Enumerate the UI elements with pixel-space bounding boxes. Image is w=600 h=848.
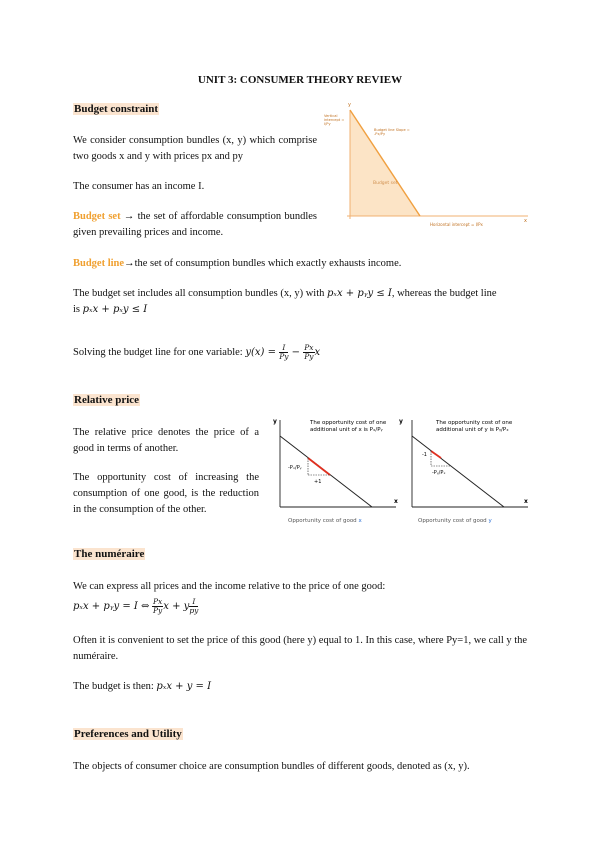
oc-x-title-line2: additional unit of x is Pₓ/Pᵧ <box>310 427 383 433</box>
numeraire-intro: We can express all prices and the income relative to the price of one good: <box>73 581 386 592</box>
budget-set-inequality: pₓx + pᵧy ≤ I <box>327 288 392 299</box>
oc-x-x-label: x <box>394 498 398 505</box>
opportunity-cost-chart-x <box>270 414 402 526</box>
budget-paragraph-income: The consumer has an income I. <box>73 181 205 192</box>
budget-line-inequality: pₓx + pₓy ≤ I <box>82 304 148 315</box>
budget-set-paragraph: The budget set includes all consumption bundles (x, y) with pₓx + pᵧy ≤ I, whereas the budget line is pₓx + pₓy ≤ I <box>73 288 497 315</box>
budget-set-term: Budget set <box>73 211 121 222</box>
section-heading-numeraire: The numéraire <box>74 548 145 560</box>
figure-x-label: x <box>524 218 527 224</box>
figure-y-label: y <box>348 102 351 108</box>
figure-x-intercept-label: Horizontal intercept = I/Px <box>430 222 483 227</box>
budget-line-definition: Budget line→the set of consumption bundles which exactly exhausts income. <box>73 258 402 269</box>
numeraire-budget-equation: pₓx + y = I <box>156 681 212 692</box>
budget-solution-equation: y(x) = $\frac{I}{Py}$ − $\frac{Px}{Py}$ x <box>245 343 321 361</box>
oc-y-title-line1: The opportunity cost of one <box>436 420 513 426</box>
oc-x-highlight-segment <box>308 458 330 475</box>
section-heading-relative-price: Relative price <box>74 394 140 406</box>
numeraire-explanation: Often it is convenient to set the price of this good (here y) equal to 1. In this case, where Py=1, we call y the numéraire. <box>73 635 528 662</box>
relative-price-definition: The relative price denotes the price of a good in terms of another. <box>73 427 259 454</box>
figure-set-label: Budget set <box>373 181 398 186</box>
oc-y-budget-line <box>412 436 504 507</box>
preferences-intro: The objects of consumer choice are consumption bundles of different goods, denoted as (x, y). <box>73 761 470 772</box>
oc-x-drop-label: -Pₓ/Pᵧ <box>288 465 302 471</box>
oc-x-step-label: +1 <box>314 479 322 485</box>
page-title: UNIT 3: CONSUMER THEORY REVIEW <box>197 74 403 86</box>
oc-y-y-label: y <box>399 418 403 425</box>
section-heading-budget-constraint: Budget constraint <box>74 103 159 115</box>
budget-set-figure <box>320 96 530 229</box>
numeraire-equation: pₓx + pᵧy = I ⇔ $\frac{Px}{Py}$ x + y $\frac{I}{py}$ <box>73 597 199 615</box>
oc-x-caption: Opportunity cost of good x <box>288 518 362 524</box>
budget-solution-paragraph: Solving the budget line for one variable: y(x) = $\frac{I}{Py}$ − $\frac{Px}{Py}$ x <box>73 343 321 361</box>
oc-x-y-label: y <box>273 418 277 425</box>
oc-x-title-line1: The opportunity cost of one <box>310 420 387 426</box>
oc-y-caption: Opportunity cost of good y <box>418 518 492 524</box>
oc-y-x-label: x <box>524 498 528 505</box>
oc-y-highlight-segment <box>431 451 441 458</box>
numeraire-budget: The budget is then: pₓx + y = I <box>73 681 212 692</box>
budget-set-definition: Budget set → the set of affordable consumption bundles given prevailing prices and income. <box>73 211 317 238</box>
opportunity-cost-chart-y <box>399 414 532 526</box>
oc-y-title-line2: additional unit of y is Pᵧ/Pₓ <box>436 427 509 433</box>
figure-slope-label: Budget line Slope = -Px/Py <box>374 128 410 136</box>
budget-paragraph-bundles: We consider consumption bundles (x, y) which comprise two goods x and y with prices px and py <box>73 135 317 162</box>
oc-y-drop-label: -1 <box>422 452 427 458</box>
oc-y-step-label: -Pᵧ/Pₓ <box>432 470 446 476</box>
section-heading-preferences: Preferences and Utility <box>74 728 182 740</box>
figure-y-intercept-label: Vertical intercept = I/Py <box>324 114 345 126</box>
opportunity-cost-paragraph: The opportunity cost of increasing the consumption of one good, is the reduction in the consumption of the other. <box>73 472 259 515</box>
budget-line-term: Budget line <box>73 258 125 269</box>
